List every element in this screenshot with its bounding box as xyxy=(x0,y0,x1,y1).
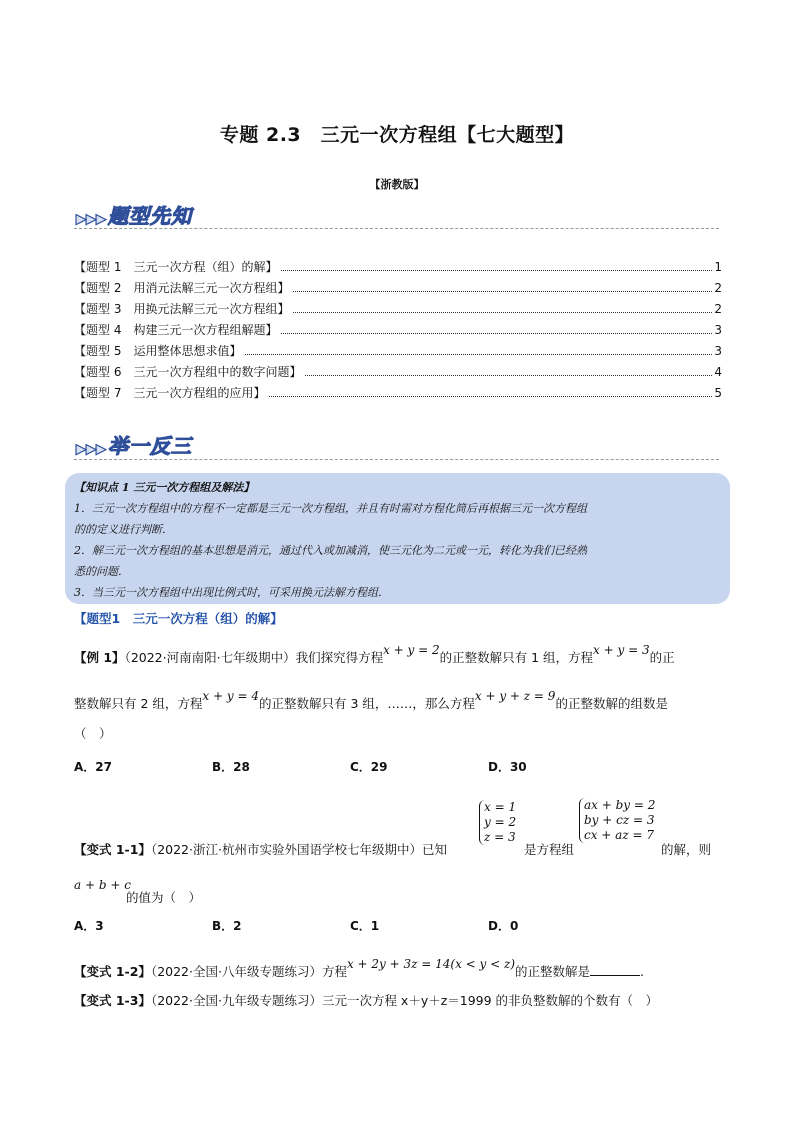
option-d[interactable]: D．0 xyxy=(488,919,519,933)
option-a[interactable]: A．3 xyxy=(74,919,104,933)
knowledge-line: 悉的问题． xyxy=(74,565,129,578)
arrows-icon: ▶▶▶ xyxy=(76,442,106,457)
variant-1-3-text: 【变式 1-3】（2022·全国·九年级专题练习）三元一次方程 x＋y＋z＝1999 的非负整数解的个数有（ ） xyxy=(74,993,659,1008)
toc-item[interactable]: 【题型 4 构建三元一次方程组解题】 3 xyxy=(74,323,722,337)
knowledge-text xyxy=(74,477,726,603)
knowledge-line: 2．解三元一次方程组的基本思想是消元，通过代入或加减消，使三元化为二元或一元，转化为我们已经熟 xyxy=(74,544,587,557)
option-a[interactable]: A．27 xyxy=(74,760,112,774)
arrows-icon: ▶▶▶ xyxy=(76,212,106,227)
variant-1-1-text-b: 是方程组 xyxy=(524,842,575,857)
divider xyxy=(74,228,719,229)
option-d[interactable]: D．30 xyxy=(488,760,527,774)
toc-item[interactable]: 【题型 2 用消元法解三元一次方程组】 2 xyxy=(74,281,722,295)
equation-system: ax + by = 2 by + cz = 3 cx + az = 7 xyxy=(579,798,655,843)
banner-text: 举一反三 xyxy=(108,434,192,458)
toc-item[interactable]: 【题型 5 运用整体思想求值】 3 xyxy=(74,344,722,358)
answer-blank[interactable] xyxy=(590,975,640,976)
toc-item[interactable]: 【题型 1 三元一次方程（组）的解】 1 xyxy=(74,260,722,274)
option-b[interactable]: B．28 xyxy=(212,760,250,774)
option-c[interactable]: C．29 xyxy=(350,760,388,774)
expression: a + b + c xyxy=(74,878,131,892)
option-b[interactable]: B．2 xyxy=(212,919,242,933)
toc-item[interactable]: 【题型 6 三元一次方程组中的数字问题】 4 xyxy=(74,365,722,379)
option-c[interactable]: C．1 xyxy=(350,919,380,933)
banner-question-types xyxy=(76,200,192,229)
example-1-line1: 【例 1】（2022·河南南阳·七年级期中）我们探究得方程x + y = 2的正整数解只有 1 组，方程x + y = 3的正 xyxy=(74,643,675,665)
toc-item[interactable]: 【题型 3 用换元法解三元一次方程组】 2 xyxy=(74,302,722,316)
solution-system: x = 1 y = 2 z = 3 xyxy=(479,800,516,845)
banner-text: 题型先知 xyxy=(108,204,192,228)
edition-label: 【浙教版】 xyxy=(369,178,425,191)
example-1-line2: 整数解只有 2 组，方程x + y = 4的正整数解只有 3 组，……，那么方程x + y + z = 9的正整数解的组数是 xyxy=(74,689,668,711)
variant-1-2-text: 【变式 1-2】（2022·全国·八年级专题练习）方程x + 2y + 3z = 14(x < y < z)的正整数解是 . xyxy=(74,957,645,979)
variant-1-1-text-c: 的解，则 xyxy=(661,842,712,857)
knowledge-line: 的的定义进行判断． xyxy=(74,523,173,536)
answer-paren: （ ） xyxy=(74,726,112,741)
table-of-contents xyxy=(74,258,722,405)
banner-examples xyxy=(76,430,192,459)
divider xyxy=(74,459,719,460)
knowledge-line: 1．三元一次方程组中的方程不一定都是三元一次方程组，并且有时需对方程化简后再根据三元一次方程组 xyxy=(74,502,587,515)
page-title: 专题 2.3 三元一次方程组【七大题型】 xyxy=(219,124,575,146)
variant-1-1-text-d: 的值为（ ） xyxy=(126,890,202,905)
knowledge-line: 3．当三元一次方程组中出现比例式时，可采用换元法解方程组． xyxy=(74,586,389,599)
knowledge-heading: 【知识点 1 三元一次方程组及解法】 xyxy=(74,481,255,494)
section-heading: 【题型1 三元一次方程（组）的解】 xyxy=(74,611,283,626)
variant-1-1-text: 【变式 1-1】（2022·浙江·杭州市实验外国语学校七年级期中）已知 xyxy=(74,842,447,857)
toc-item[interactable]: 【题型 7 三元一次方程组的应用】 5 xyxy=(74,386,722,400)
